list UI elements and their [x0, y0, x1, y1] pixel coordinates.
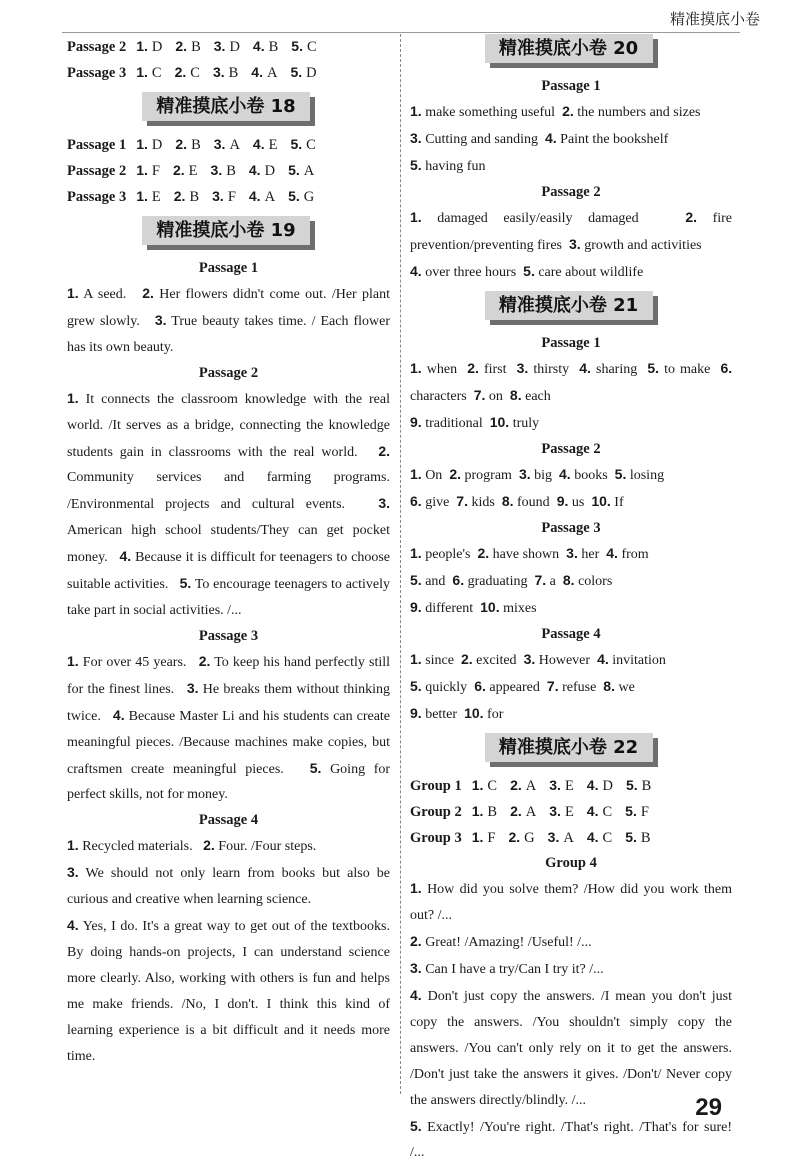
passage-heading: Passage 1 — [541, 335, 601, 352]
group-answers: 1. How did you solve them? /How did you work them out? /... — [410, 880, 733, 924]
header-rule — [62, 32, 740, 33]
passage-heading: Passage 2 — [541, 441, 601, 458]
passage-answers: 1. since 2. excited 3. However 4. invitation 5. quickly 6. appeared 7. refuse 8. we 9. better 10. for — [410, 650, 666, 722]
right-column — [410, 34, 732, 1166]
passage-answers: 1. A seed. 2. Her flowers didn't come out. /Her plant grew slowly. 3. True beauty takes time. / Each flower has its own beauty. — [67, 285, 391, 355]
answer-row: Group 2 1. B 2. A 3. E 4. C 5. F — [410, 803, 649, 821]
left-column — [67, 34, 390, 1069]
group-answers: 5. Exactly! /You're right. /That's right. /That's for sure! /... — [410, 1117, 732, 1161]
passage-answers: 1. It connects the classroom knowledge with the real world. /It serves as a bridge, connecting the knowledge students gain in classrooms with the real world. 2. Community services and farming programs. /Environmental projects and cultural events. 3. American high school students/They can get pocket money. 4. Because it is difficult for teenagers to choose suitable activities. 5. To encourage teenagers to actively take part in social activities. /... — [67, 389, 391, 618]
answer-row: Passage 2 1. F 2. E 3. B 4. D 5. A — [67, 162, 315, 179]
passage-answers: 1. On 2. program 3. big 4. books 5. losing 6. give 7. kids 8. found 9. us 10. If — [410, 466, 665, 511]
passage-heading: Passage 4 — [198, 812, 259, 829]
passage-answers: 1. For over 45 years. 2. To keep his hand perfectly still for the finest lines. 3. He breaks them without thinking twice. 4. Because Master Li and his students can create meaningful pieces. /Because machines make copies, but craftsmen create meaningful pieces. 5. Going for perfect skills, not for money. — [67, 652, 391, 803]
passage-answers: 1. Recycled materials. 2. Four. /Four steps. — [67, 837, 317, 855]
passage-answers: 1. when 2. first 3. thirsty 4. sharing 5. to make 6. characters 7. on 8. each 9. traditional 10. truly — [410, 360, 733, 432]
passage-heading: Passage 4 — [541, 625, 601, 642]
section-banner-22: 精准摸底小卷 22 — [485, 733, 658, 767]
passage-answers: 3. We should not only learn from books but also be curious and creative when learning science. — [67, 864, 390, 908]
section-banner-19: 精准摸底小卷 19 — [142, 216, 315, 250]
passage-heading: Passage 3 — [541, 519, 601, 536]
column-divider — [400, 34, 401, 1094]
passage-heading: Passage 2 — [198, 364, 259, 381]
passage-answers: 1. make something useful 2. the numbers and sizes 3. Cutting and sanding 4. Paint the bookshelf 5. having fun — [410, 103, 701, 174]
passage-answers: 1. people's 2. have shown 3. her 4. from 5. and 6. graduating 7. a 8. colors 9. different 10. mixes — [410, 544, 649, 616]
group-answers: 4. Don't just copy the answers. /I mean you don't just copy the answers. /You shouldn't simply copy the answers. /You can't only rely on it to get the answers. /Don't just take the answers it gives. /Don't/ Never copy the answers directly/blindly. /... — [410, 987, 732, 1108]
answer-row: Group 3 1. F 2. G 3. A 4. C 5. B — [410, 829, 651, 847]
passage-answers: 4. Yes, I do. It's a great way to get out of the textbooks. By doing hands-on projects, I can understand science more clearly. Also, working with others is fun and helps me make friends. /No, I don't. I think this kind of learning experience is a bit difficult and it needs more time. — [67, 917, 390, 1064]
passage-answers: 1. damaged easily/easily damaged 2. fire prevention/preventing fires 3. growth and activities 4. over three hours 5. care about wildlife — [410, 208, 733, 280]
group-answers: 2. Great! /Amazing! /Useful! /... — [410, 933, 592, 951]
section-banner-21: 精准摸底小卷 21 — [485, 291, 658, 325]
page-header-title: 精准摸底小卷 — [669, 10, 760, 28]
group-heading: Group 4 — [545, 855, 597, 872]
passage-heading: Passage 1 — [198, 260, 259, 276]
answer-row: Passage 1 1. D 2. B 3. A 4. E 5. C — [67, 136, 316, 153]
answer-row: Passage 3 1. E 2. B 3. F 4. A 5. G — [67, 188, 315, 205]
passage-heading: Passage 2 — [541, 183, 601, 200]
page-number: 29 — [695, 1094, 722, 1121]
passage-heading: Passage 3 — [198, 627, 259, 644]
section-banner-18: 精准摸底小卷 18 — [142, 92, 315, 126]
section-banner-20: 精准摸底小卷 20 — [485, 34, 658, 68]
answer-row: Group 1 1. C 2. A 3. E 4. D 5. B — [410, 777, 652, 795]
passage-heading: Passage 1 — [541, 78, 601, 94]
answer-row: Passage 3 1. C 2. C 3. B 4. A 5. D — [67, 64, 317, 81]
group-answers: 3. Can I have a try/Can I try it? /... — [410, 960, 604, 978]
answer-row: Passage 2 1. D 2. B 3. D 4. B 5. C — [67, 38, 317, 55]
